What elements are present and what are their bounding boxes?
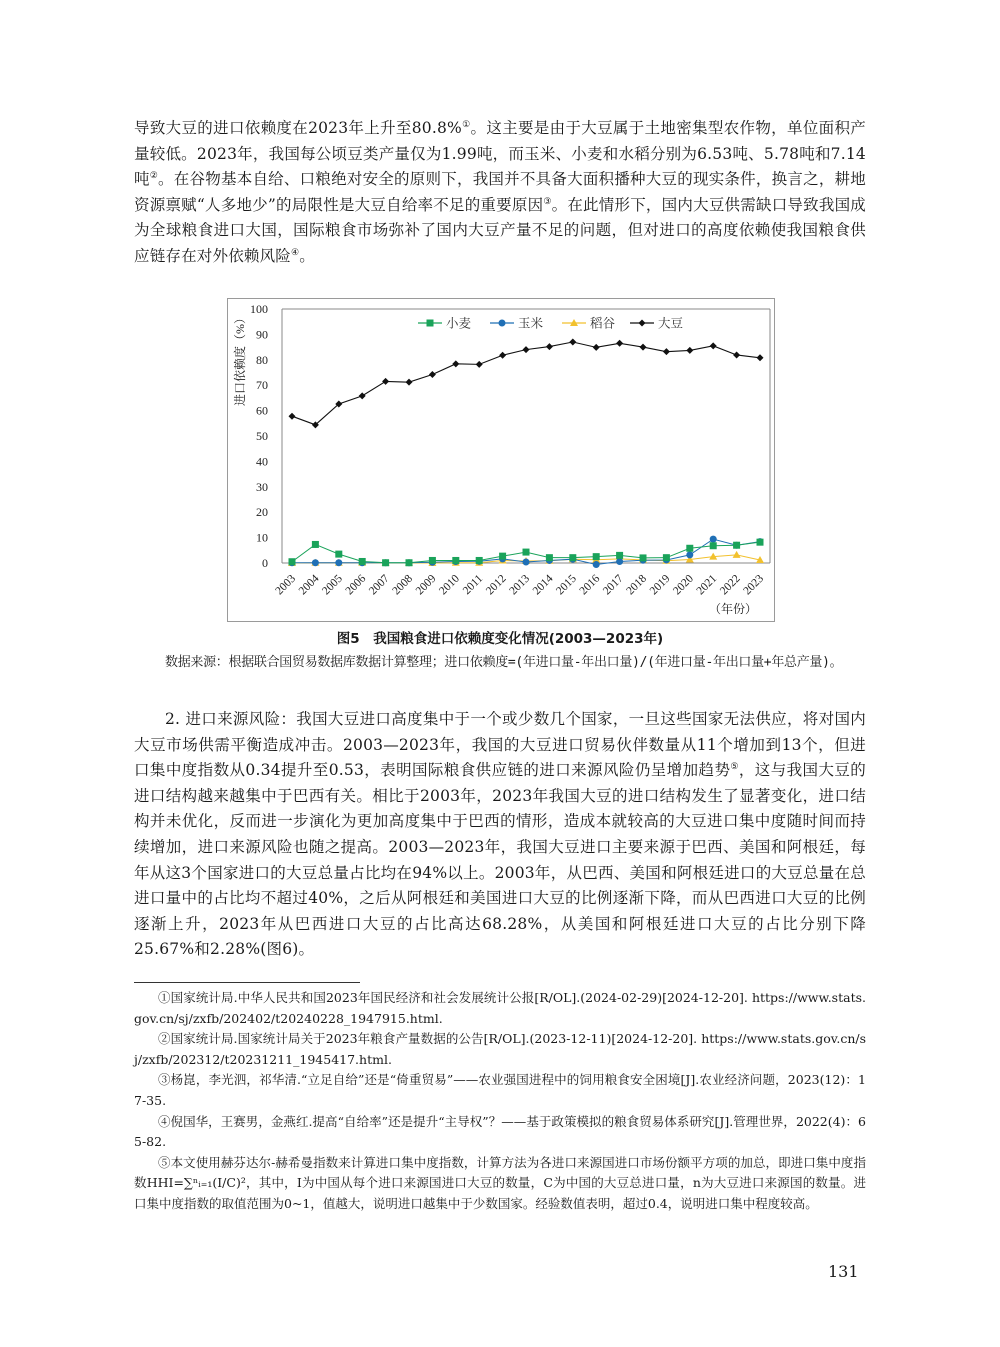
x-tick-label: 2014: [530, 572, 556, 598]
legend-item: [490, 316, 544, 331]
paragraph-text: ，这与我国大豆的进口结构越来越集中于巴西有关。相比于2003年，2023年我国大豆的进口结构发生了显著变化，进口结构并未优化，反而进一步演化为更加高度集中于巴西的情形，造成本就较高的大豆进口集中度随时间而持续增加，进口来源风险也随之提高。2003—2023年，我国大豆进口主要来源于巴西、美国和阿根廷，每年从这3个国家进口的大豆总量占比均在94%以上。2003年，从巴西、美国和阿根廷进口的大豆总量在总进口量中的占比均不超过40%，之后从阿根廷和美国进口大豆的比例逐渐下降，而从巴西进口大豆的比例逐渐上升，2023年从巴西进口大豆的占比高达68.28%，从美国和阿根廷进口大豆的占比分别下降25.67%和2.28%(图6)。: [134, 761, 866, 959]
data-point: [546, 554, 553, 561]
legend-label: 大豆: [658, 316, 684, 331]
legend-item: [630, 316, 683, 331]
legend-label: 玉米: [518, 316, 544, 331]
legend-item: [418, 317, 472, 331]
data-point: [569, 339, 576, 346]
paragraph-text: 。这主要是由于大豆属于土地密集型农作物，单位面积产量较低。2023年，我国每公顷豆类产量仅为1.99吨，而玉米、小麦和水稻分别为6.53吨、5.78吨和7.14吨: [134, 119, 866, 189]
data-point: [593, 553, 600, 560]
x-tick-label: 2007: [366, 572, 392, 598]
x-tick-label: 2005: [320, 572, 345, 598]
data-point: [289, 413, 296, 420]
y-tick-label: 10: [256, 530, 268, 545]
data-point: [429, 371, 436, 378]
data-point: [452, 360, 459, 367]
footnote-divider: [134, 982, 360, 983]
data-point: [406, 379, 413, 386]
data-point: [523, 558, 530, 565]
legend-item: [562, 317, 616, 331]
data-point: [616, 558, 623, 565]
figure-source-note: 数据来源：根据联合国贸易数据库数据计算整理；进口依赖度=(年进口量-年出口量)/(年进口量-年出口量+年总产量)。: [165, 655, 843, 670]
x-tick-label: 2016: [577, 572, 603, 598]
legend-label: 小麦: [446, 316, 472, 331]
footnotes: [134, 988, 866, 1215]
legend-label: 稻谷: [590, 316, 616, 331]
data-point: [686, 545, 693, 552]
data-point: [640, 554, 647, 561]
y-tick-label: 20: [256, 505, 268, 520]
data-point: [710, 542, 717, 549]
paragraph-text: 。: [299, 246, 315, 265]
data-point: [757, 354, 764, 361]
y-axis-label: 进口依赖度（%）: [233, 312, 247, 406]
x-tick-label: 2010: [437, 572, 462, 598]
footnote-ref[interactable]: ⑤: [730, 762, 739, 773]
footnote-item: ⑤本文使用赫芬达尔-赫希曼指数来计算进口集中度指数，计算方法为各进口来源国进口市场份额平方项的加总，即进口集中度指数HHI=∑ⁿᵢ₌₁(I/C)²，其中，I为中国从每个进口来源国进口大豆的数量，C为中国的大豆总进口量，n为大豆进口来源国的数量。进口集中度指数的取值范围为0~1，值越大，说明进口越集中于少数国家。经验数值表明，超过0.4，说明进口集中程度较高。: [134, 1154, 866, 1211]
data-point: [312, 541, 319, 548]
x-tick-label: 2021: [694, 572, 720, 598]
chart-series: [288, 339, 764, 569]
footnote-item: ③杨崑，李光泗，祁华清.“立足自给”还是“倚重贸易”——农业强国进程中的饲用粮食安全困境[J].农业经济问题，2023(12)：17-35.: [134, 1072, 866, 1108]
data-point: [616, 340, 623, 347]
series-大豆: [289, 339, 764, 429]
x-tick-label: 2020: [671, 572, 696, 598]
x-tick-label: 2009: [413, 572, 439, 598]
data-point: [710, 536, 717, 543]
x-tick-label: 2008: [390, 572, 416, 598]
data-point: [523, 346, 530, 353]
y-tick-label: 50: [256, 429, 268, 443]
data-point: [406, 559, 413, 566]
footnote-item: ④倪国华，王赛男，金燕红.提高“自给率”还是提升“主导权”？——基于政策模拟的粮食贸易体系研究[J].管理世界，2022(4)：65-82.: [134, 1113, 866, 1150]
footnote-ref[interactable]: ③: [543, 196, 552, 207]
data-point: [686, 347, 693, 354]
legend-marker: [499, 320, 506, 327]
data-point: [499, 352, 506, 359]
data-point: [452, 557, 459, 564]
x-tick-label: 2022: [717, 572, 743, 598]
figure-caption: 图5 我国粮食进口依赖度变化情况(2003—2023年): [336, 631, 664, 647]
legend-marker: [427, 320, 434, 327]
x-tick-label: 2015: [554, 572, 579, 598]
series-line: [292, 342, 760, 425]
data-point: [335, 559, 342, 566]
figure-5-chart: [227, 298, 775, 622]
y-tick-label: 100: [250, 302, 268, 316]
data-point: [616, 552, 623, 559]
page-number: 131: [828, 1262, 859, 1281]
x-tick-label: 2019: [647, 572, 673, 598]
footnote-ref[interactable]: ④: [291, 247, 300, 258]
body-paragraph-2: [134, 707, 866, 963]
paragraph-text: 导致大豆的进口依赖度在2023年上升至80.8%: [134, 119, 462, 137]
x-tick-label: 2012: [483, 572, 509, 598]
body-paragraph-1: [134, 116, 866, 270]
data-point: [733, 551, 741, 558]
data-point: [382, 378, 389, 385]
x-tick-label: 2006: [343, 572, 369, 598]
x-tick-label: 2013: [507, 572, 533, 598]
y-tick-label: 30: [256, 479, 268, 494]
data-point: [686, 551, 693, 558]
y-tick-label: 40: [256, 454, 268, 469]
footnote-item: ①国家统计局.中华人民共和国2023年国民经济和社会发展统计公报[R/OL].(2024-02-29)[2024-12-20]. https://www.stats.gov.cn/sj/zxfb/202402/t20240228_1947915.html.: [134, 990, 866, 1026]
footnote-item: ②国家统计局.国家统计局关于2023年粮食产量数据的公告[R/OL].(2023-12-11)[2024-12-20]. https://www.stats.gov.cn/sj/zxfb/202312/t20231211_1945417.html.: [134, 1031, 866, 1067]
legend-marker: [639, 320, 646, 327]
data-point: [523, 549, 530, 556]
data-point: [359, 392, 366, 399]
footnote-ref[interactable]: ②: [149, 171, 159, 182]
x-tick-label: 2011: [460, 572, 486, 598]
data-point: [289, 558, 296, 565]
data-point: [733, 351, 740, 358]
y-tick-label: 60: [256, 403, 268, 418]
data-point: [733, 542, 740, 549]
data-point: [663, 348, 670, 355]
paragraph-text: 。在此情形下，国内大豆供需缺口导致我国成为全球粮食进口大国，国际粮食市场弥补了国内大豆产量不足的问题，但对进口的高度依赖使我国粮食供应链存在对外依赖风险: [134, 195, 866, 265]
x-tick-label: 2004: [296, 572, 322, 598]
y-tick-label: 80: [256, 352, 268, 367]
y-tick-labels: [250, 302, 268, 570]
footnote-ref[interactable]: ①: [461, 119, 471, 130]
data-point: [312, 559, 319, 566]
data-point: [757, 539, 764, 546]
paragraph-text: 2. 进口来源风险：我国大豆进口高度集中于一个或少数几个国家，一旦这些国家无法供应，将对国内大豆市场供需平衡造成冲击。2003—2023年，我国的大豆进口贸易伙伴数量从11个增加到13个，但进口集中度指数从0.34提升至0.53，表明国际粮食供应链的进口来源风险仍呈增加趋势: [134, 710, 866, 780]
data-point: [476, 557, 483, 564]
x-tick-labels: [273, 572, 766, 597]
data-point: [429, 557, 436, 564]
chart-legend: [418, 316, 683, 331]
data-point: [569, 554, 576, 561]
data-point: [640, 344, 647, 351]
data-point: [499, 553, 506, 560]
y-tick-label: 70: [256, 378, 268, 393]
x-tick-label: 2023: [741, 572, 767, 598]
data-point: [359, 558, 366, 565]
x-tick-label: 2018: [624, 572, 650, 598]
data-point: [382, 559, 389, 566]
y-tick-label: 90: [256, 327, 268, 342]
x-axis-label: （年份）: [708, 602, 758, 616]
data-point: [663, 554, 670, 561]
y-tick-label: 0: [262, 556, 268, 570]
data-point: [710, 342, 717, 349]
data-point: [593, 561, 600, 568]
x-tick-label: 2017: [600, 572, 626, 598]
line-chart: [228, 299, 776, 623]
data-point: [335, 551, 342, 558]
data-point: [593, 344, 600, 351]
paragraph-text: 。在谷物基本自给、口粮绝对安全的原则下，我国并不具备大面积播种大豆的现实条件，换言之，耕地资源禀赋“人多地少”的局限性是大豆自给率不足的重要原因: [134, 170, 866, 214]
data-point: [546, 343, 553, 350]
data-point: [476, 361, 483, 368]
x-tick-label: 2003: [273, 572, 299, 598]
